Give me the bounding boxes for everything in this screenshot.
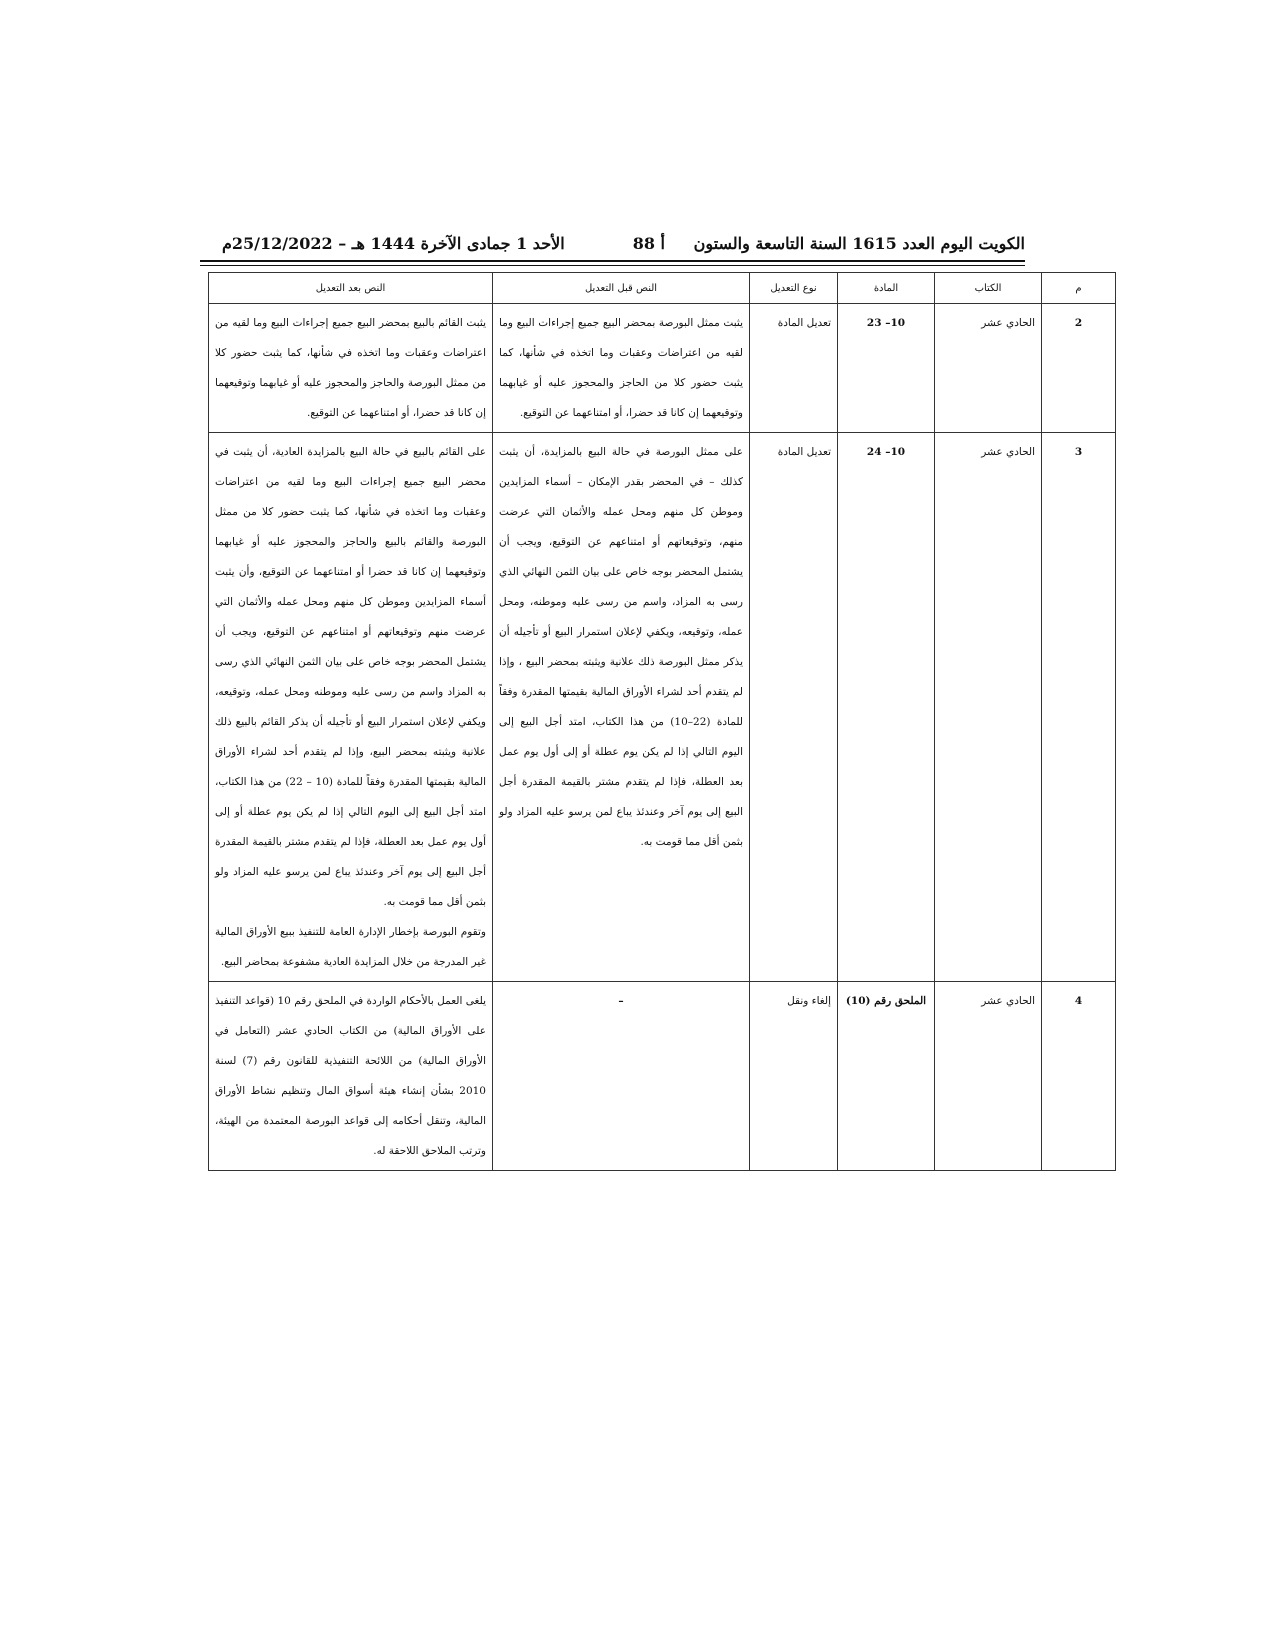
table-row [209, 982, 1116, 1171]
row-book: الحادي عشر [935, 433, 1042, 982]
row-text-after: على القائم بالبيع في حالة البيع بالمزايدة العادية، أن يثبت في محضر البيع جميع إجراءات البيع وما لقيه من اعتراضات وعقبات وما اتخذه في شأنها، كما يثبت حضور كلا من ممثل البورصة والقائم بالبيع والحاجز والمحجوز عليه أو غيابهما وتوقيعهما إن كانا قد حضرا أو امتناعهما عن التوقيع، وأن يثبت أسماء المزايدين وموطن كل منهم ومحل عمله والأثمان التي عرضت منهم وتوقيعاتهم أو امتناعهم عن التوقيع، ويجب أن يشتمل المحضر بوجه خاص على بيان الثمن النهائي الذي رسى به المزاد واسم من رسى عليه وموطنه ومحل عمله، وتوقيعه، ويكفي لإعلان استمرار البيع أو تأجيله أن يذكر القائم بالبيع ذلك علانية ويثبته بمحضر البيع، وإذا لم يتقدم أحد لشراء الأوراق المالية بقيمتها المقدرة وفقاً للمادة (10 – 22) من هذا الكتاب، امتد أجل البيع إلى اليوم التالي إذا لم يكن يوم عطلة أو إلى أول يوم عمل بعد العطلة، فإذا لم يتقدم مشتر بالقيمة المقدرة أجل البيع إلى يوم آخر وعندئذ يباع لمن يرسو عليه المزاد ولو بثمن أقل مما قومت به. [215, 446, 486, 908]
col-header-book: الكتاب [935, 273, 1042, 304]
row-type: إلغاء ونقل [750, 982, 838, 1171]
gazette-title: الكويت اليوم العدد 1615 السنة التاسعة والستون [693, 234, 1025, 253]
row-article: الملحق رقم (10) [838, 982, 935, 1171]
col-header-article: المادة [838, 273, 935, 304]
col-header-number: م [1042, 273, 1116, 304]
col-header-after: النص بعد التعديل [209, 273, 493, 304]
row-article: 10– 23 [838, 304, 935, 433]
row-text-before: يثبت ممثل البورصة بمحضر البيع جميع إجراءات البيع وما لقيه من اعتراضات وعقبات وما اتخذه في شأنها، كما يثبت حضور كلا من الحاجز والمحجوز عليه أو غيابهما وتوقيعهما إن كانا قد حضرا، أو امتناعهما عن التوقيع. [493, 304, 750, 433]
row-text-after-cell [209, 433, 493, 982]
row-type: تعديل المادة [750, 304, 838, 433]
row-text-after: يثبت القائم بالبيع بمحضر البيع جميع إجراءات البيع وما لقيه من اعتراضات وعقبات وما اتخذه في شأنها، كما يثبت حضور كلا من ممثل البورصة والحاجز والمحجوز عليه أو غيابهما وتوقيعهما إن كانا قد حضرا، أو امتناعهما عن التوقيع. [209, 304, 493, 433]
issue-date: الأحد 1 جمادى الآخرة 1444 هـ – 25/12/2022م [222, 234, 565, 253]
row-text-before: على ممثل البورصة في حالة البيع بالمزايدة، أن يثبت كذلك – في المحضر بقدر الإمكان – أسماء المزايدين وموطن كل منهم ومحل عمله والأثمان التي عرضت منهم، وتوقيعاتهم أو امتناعهم عن التوقيع، ويجب أن يشتمل المحضر بوجه خاص على بيان الثمن النهائي الذي رسى به المزاد، واسم من رسى عليه وموطنه، ومحل عمله، وتوقيعه، ويكفي لإعلان استمرار البيع أو تأجيله أن يذكر ممثل البورصة ذلك علانية ويثبته بمحضر البيع ، وإذا لم يتقدم أحد لشراء الأوراق المالية بقيمتها المقدرة وفقاً للمادة (22–10) من هذا الكتاب، امتد أجل البيع إلى اليوم التالي إذا لم يكن يوم عطلة أو إلى أول يوم عمل بعد العطلة، فإذا لم يتقدم مشتر بالقيمة المقدرة أجل البيع إلى يوم آخر وعندئذ يباع لمن يرسو عليه المزاد ولو بثمن أقل مما قومت به. [493, 433, 750, 982]
row-type: تعديل المادة [750, 433, 838, 982]
row-article: 10– 24 [838, 433, 935, 982]
col-header-type: نوع التعديل [750, 273, 838, 304]
row-text-after: يلغى العمل بالأحكام الواردة في الملحق رقم 10 (قواعد التنفيذ على الأوراق المالية) من الكتاب الحادي عشر (التعامل في الأوراق المالية) من اللائحة التنفيذية للقانون رقم (7) لسنة 2010 بشأن إنشاء هيئة أسواق المال وتنظيم نشاط الأوراق المالية، وتنقل أحكامه إلى قواعد البورصة المعتمدة من الهيئة، وترتب الملاحق اللاحقة له. [209, 982, 493, 1171]
table-row [209, 304, 1116, 433]
header-rule-thin [200, 265, 1025, 266]
row-text-after-paragraph-2: وتقوم البورصة بإخطار الإدارة العامة للتنفيذ ببيع الأوراق المالية غير المدرجة من خلال المزايدة العادية مشفوعة بمحاضر البيع. [215, 926, 486, 968]
row-number: 4 [1042, 982, 1116, 1171]
header-rule-thick [200, 260, 1025, 262]
row-number: 2 [1042, 304, 1116, 433]
row-book: الحادي عشر [935, 304, 1042, 433]
table-row [209, 433, 1116, 982]
col-header-before: النص قبل التعديل [493, 273, 750, 304]
row-book: الحادي عشر [935, 982, 1042, 1171]
row-text-before: – [493, 982, 750, 1171]
row-number: 3 [1042, 433, 1116, 982]
table-header-row [209, 273, 1116, 304]
page-number: أ 88 [632, 234, 665, 253]
amendments-table [208, 272, 1116, 1171]
